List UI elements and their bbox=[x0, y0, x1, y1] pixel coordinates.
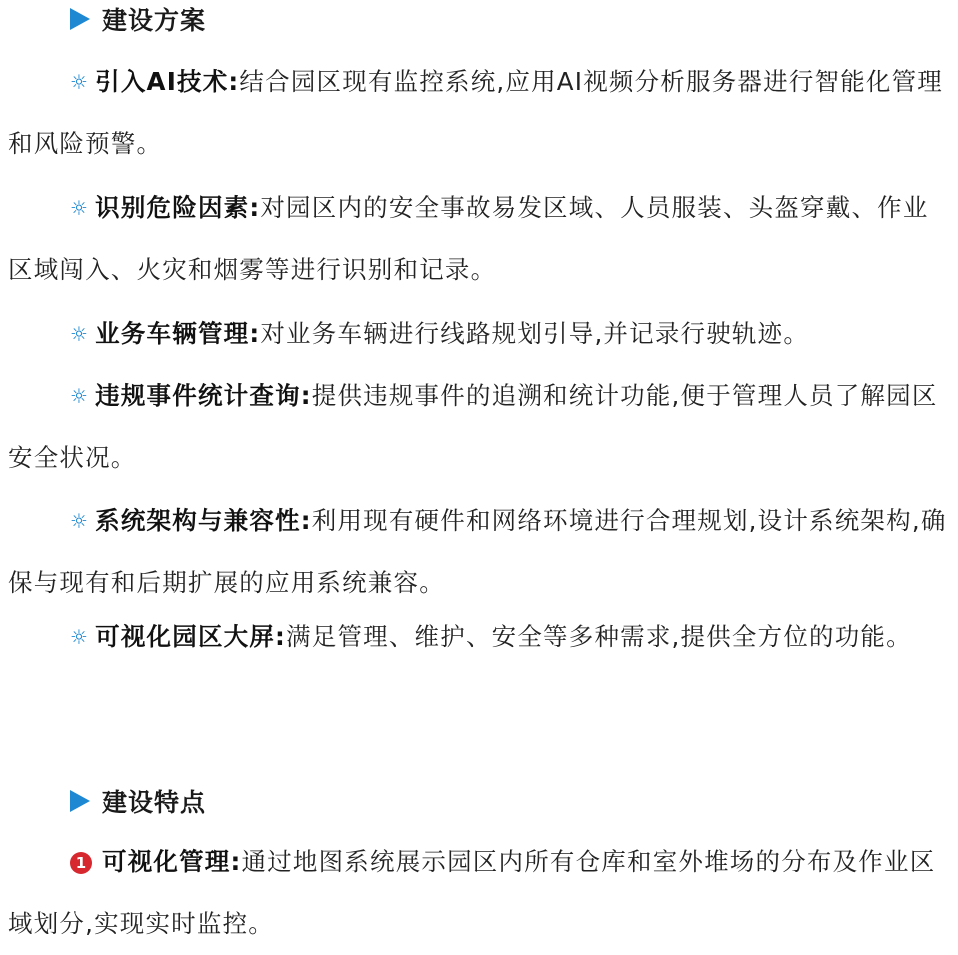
plan-item-violation-statistics bbox=[8, 365, 953, 489]
item-text: 利用现有硬件和网络环境进行合理规划,设计系统架构,确保与现有和后期扩展的应用系统兼容。 bbox=[8, 506, 947, 597]
plan-item-system-architecture bbox=[8, 490, 953, 614]
plan-item-vehicle-management bbox=[8, 303, 953, 365]
sun-icon: ☼ bbox=[70, 196, 90, 220]
item-title: 识别危险因素: bbox=[95, 193, 261, 222]
feature-item-visual-management bbox=[8, 831, 953, 955]
sun-icon: ☼ bbox=[70, 384, 90, 408]
item-title: 可视化园区大屏: bbox=[95, 622, 287, 651]
sun-icon: ☼ bbox=[70, 322, 90, 346]
item-text: 结合园区现有监控系统,应用AI视频分析服务器进行智能化管理和风险预警。 bbox=[8, 67, 943, 158]
section-title: 建设特点 bbox=[102, 788, 207, 817]
plan-item-ai-technology bbox=[8, 51, 953, 175]
section-header-plan bbox=[70, 2, 206, 36]
item-title: 可视化管理: bbox=[102, 847, 242, 876]
triangle-bullet-icon bbox=[70, 8, 90, 30]
triangle-bullet-icon bbox=[70, 790, 90, 812]
sun-icon: ☼ bbox=[70, 509, 90, 533]
item-text: 通过地图系统展示园区内所有仓库和室外堆场的分布及作业区域划分,实现实时监控。 bbox=[8, 847, 936, 938]
item-title: 引入AI技术: bbox=[95, 67, 240, 96]
item-text: 提供违规事件的追溯和统计功能,便于管理人员了解园区安全状况。 bbox=[8, 381, 938, 472]
item-title: 业务车辆管理: bbox=[95, 319, 261, 348]
section-header-features bbox=[70, 784, 206, 818]
number-1-icon: 1 bbox=[70, 852, 92, 874]
sun-icon: ☼ bbox=[70, 70, 90, 94]
plan-item-visual-dashboard bbox=[8, 606, 953, 668]
item-text: 对园区内的安全事故易发区域、人员服装、头盔穿戴、作业区域闯入、火灾和烟雾等进行识别和记录。 bbox=[8, 193, 929, 284]
sun-icon: ☼ bbox=[70, 625, 90, 649]
section-title: 建设方案 bbox=[102, 6, 207, 35]
item-title: 违规事件统计查询: bbox=[95, 381, 312, 410]
item-title: 系统架构与兼容性: bbox=[95, 506, 312, 535]
item-text: 满足管理、维护、安全等多种需求,提供全方位的功能。 bbox=[286, 622, 912, 651]
item-text: 对业务车辆进行线路规划引导,并记录行驶轨迹。 bbox=[260, 319, 810, 348]
plan-item-hazard-identification bbox=[8, 177, 953, 301]
